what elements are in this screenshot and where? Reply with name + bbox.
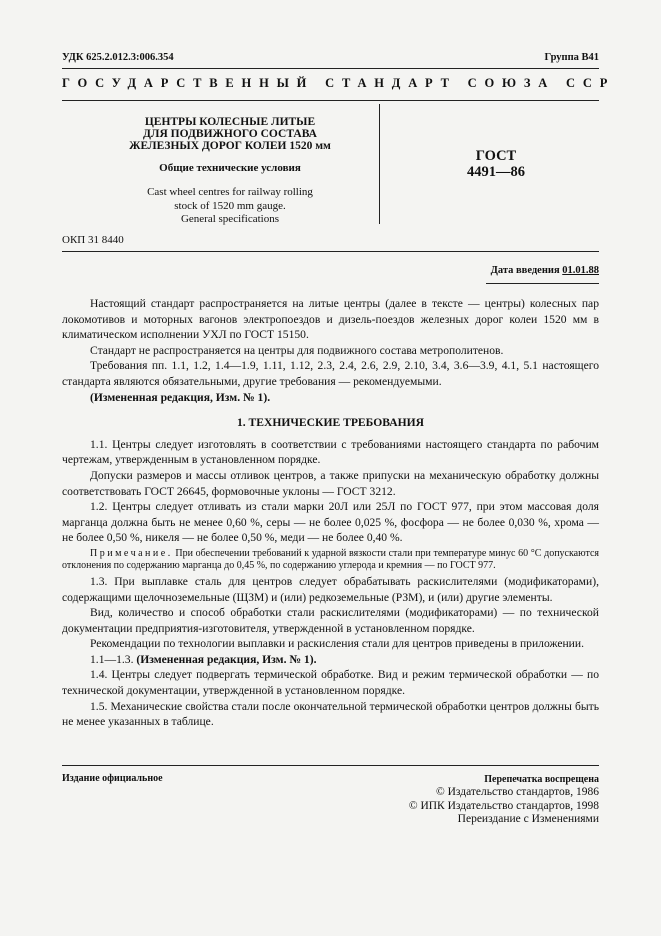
- clause-1-1-tolerances: Допуски размеров и массы отливок центров, а также припуски на механическую обработку должны соответствовать ГОСТ 26645, формовочные уклоны — ГОСТ 3212.: [62, 468, 599, 498]
- title-divider-vertical: [379, 104, 380, 224]
- title-en-line-3: General specifications: [180, 213, 280, 225]
- title-en-line-2: stock of 1520 mm gauge.: [174, 199, 286, 212]
- copyright-1998: © ИПК Издательство стандартов, 1998: [408, 799, 599, 812]
- intro-paragraph-2: Стандарт не распространяется на центры для подвижного состава метрополитенов.: [90, 343, 504, 357]
- state-standard-heading: ГОСУДАРСТВЕННЫЙ СТАНДАРТ СОЮЗА ССР: [62, 76, 616, 90]
- clause-1-3-treatment: Вид, количество и способ обработки стали раскислителями (модификаторами) — по технической документации предприятия-изготовителя, утвержденной в установленном порядке.: [62, 606, 599, 635]
- title-russian: [90, 116, 370, 152]
- intro-paragraph-1: Настоящий стандарт распространяется на литые центры (далее в тексте — центры) колесных пар локомотивов и моторных вагонов электропоездов и дизель-поездов железных дорог колеи 1520 мм в климатическом исполнении УХЛ по ГОСТ 15150.: [62, 297, 599, 342]
- revision-note-2: [62, 652, 599, 668]
- clause-1-2-note: [62, 548, 599, 572]
- clause-1-5: 1.5. Механические свойства стали после окончательной термической обработки центров должны быть не менее указанных в таблице.: [62, 699, 599, 729]
- introduction-date: [491, 265, 599, 276]
- document-body: [62, 296, 599, 730]
- title-english: [90, 186, 370, 227]
- clause-1-4: 1.4. Центры следует подвергать термической обработке. Вид и режим термической обработки — по технической документации, утвержденной в установленном порядке.: [62, 668, 599, 698]
- note-text: При обеспечении требований к ударной вязкости стали при температуре минус 60 °С допускаются отклонения по содержанию марганца до 0,45 %, по содержанию углерода и кремния — по ГОСТ 977.: [62, 547, 599, 571]
- title-ru-line-2: ДЛЯ ПОДВИЖНОГО СОСТАВА: [143, 128, 317, 140]
- footer-rule: [62, 765, 599, 766]
- revision-clauses: 1.1—1.3.: [90, 652, 137, 666]
- intro-date-value: 01.01.88: [562, 265, 599, 276]
- header-bottom-rule: [62, 100, 599, 101]
- clause-1-3-recommendations: Рекомендации по технологии выплавки и раскисления стали для центров приведены в приложении.: [90, 637, 584, 651]
- group-code: Группа В41: [544, 52, 599, 63]
- intro-paragraph-3: Требования пп. 1.1, 1.2, 1.4—1.9, 1.11, 1.12, 2.3, 2.4, 2.6, 2.9, 2.10, 3.4, 3.6—3.9, 4.1, 5.1 настоящего стандарта являются обязательными, другие требования — рекомендуемыми.: [62, 359, 599, 388]
- revision-note-1: (Измененная редакция, Изм. № 1).: [90, 390, 271, 404]
- clause-1-1: 1.1. Центры следует изготовлять в соответствии с требованиями настоящего стандарта по рабочим чертежам, утвержденным в установленном порядке.: [62, 437, 599, 467]
- reprint-prohibited: Перепечатка воспрещена: [484, 774, 599, 785]
- note-label: Примечание.: [90, 547, 173, 559]
- okp-rule: [62, 251, 599, 252]
- header-top-rule: [62, 68, 599, 69]
- reissue-note: Переиздание с Изменениями: [457, 813, 599, 825]
- gost-designation: [446, 148, 546, 180]
- date-rule: [486, 283, 599, 284]
- official-edition: Издание официальное: [62, 773, 163, 784]
- title-ru-line-1: ЦЕНТРЫ КОЛЕСНЫЕ ЛИТЫЕ: [144, 116, 316, 128]
- clause-1-2: 1.2. Центры следует отливать из стали марки 20Л или 25Л по ГОСТ 977, при этом массовая доля марганца должна быть не менее 0,60 %, серы — не более 0,025 %, фосфора — не более 0,030 %, хрома — не более 0,50 %, никеля — не более 0,50 %, меди — не более 0,40 %.: [62, 500, 599, 545]
- gost-label: ГОСТ: [475, 148, 517, 164]
- clause-1-3: 1.3. При выплавке сталь для центров следует обрабатывать раскислителями (модификаторами), содержащими щелочноземельные (ЩЗМ) и (или) редкоземельные (РЗМ), и (или) другие элементы.: [62, 574, 599, 604]
- udk-code: УДК 625.2.012.3:006.354: [62, 52, 174, 63]
- revision-text: (Измененная редакция, Изм. № 1).: [136, 652, 317, 666]
- okp-code: ОКП 31 8440: [62, 234, 124, 246]
- title-en-line-1: Cast wheel centres for railway rolling: [147, 186, 313, 198]
- gost-number: 4491—86: [467, 164, 525, 180]
- footer-copyright-block: [409, 773, 599, 827]
- copyright-1986: © Издательство стандартов, 1986: [435, 786, 599, 798]
- intro-date-label: Дата введения: [490, 265, 560, 276]
- title-ru-line-3: ЖЕЛЕЗНЫХ ДОРОГ КОЛЕИ 1520 мм: [129, 140, 331, 152]
- title-ru-subtitle: Общие технические условия: [159, 162, 301, 174]
- section-1-heading: 1. ТЕХНИЧЕСКИЕ ТРЕБОВАНИЯ: [236, 416, 425, 430]
